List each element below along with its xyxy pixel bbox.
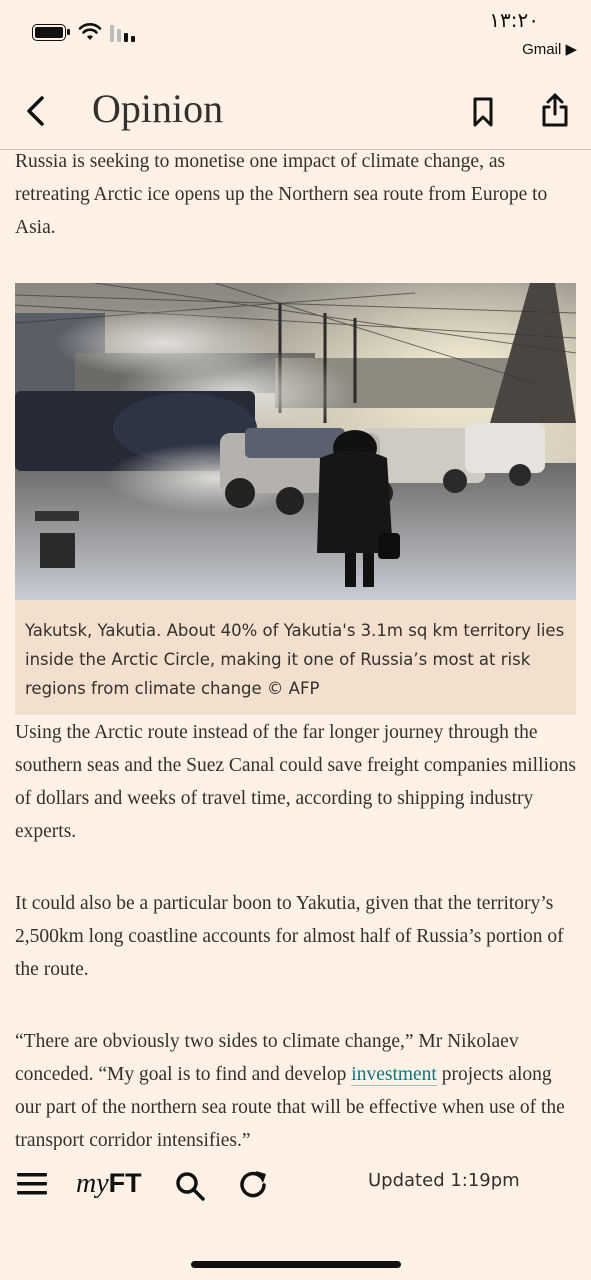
myft-ft-label: FT [108,1168,142,1198]
paragraph-text: projects along our part of the northern sea route that will be effective when use of the transport corridor intensifies.” [15,1064,565,1150]
search-icon [178,1174,203,1199]
share-icon [544,95,566,125]
bookmark-button[interactable] [470,96,496,128]
back-to-app-link[interactable]: Gmail ▶ [522,41,577,58]
wifi-icon [78,22,102,42]
investment-link[interactable]: investment [351,1064,437,1085]
article-paragraph [15,1025,580,1150]
myft-my-label: my [76,1168,109,1199]
menu-button[interactable] [17,1172,47,1196]
status-time: ١٣:٢٠ [489,8,539,32]
status-bar [0,0,591,70]
refresh-button[interactable] [236,1168,270,1202]
article-photo [15,283,576,600]
myft-button[interactable] [76,1168,142,1200]
search-button[interactable] [174,1170,206,1202]
chevron-left-icon [29,98,42,124]
article-body[interactable] [0,150,591,1150]
photo-caption [15,600,576,715]
paragraph-text: “There are obviously two sides to climate change,” Mr Nikolaev conceded. “My goal is to find and develop [15,1031,519,1085]
page-title: Opinion [92,86,224,131]
home-indicator[interactable] [191,1261,401,1268]
caption-text: Yakutsk, Yakutia. About 40% of Yakutia's 3.1m sq km territory lies inside the Arctic Circle, making it one of Russia’s most at risk regions from climate change © AFP [25,621,565,698]
updated-time: Updated 1:19pm [368,1170,520,1191]
back-button[interactable] [22,94,52,128]
share-button[interactable] [538,92,572,128]
article-paragraph: Russia is seeking to monetise one impact of climate change, as retreating Arctic ice opens up the Northern sea route from Europe to Asia. [15,151,548,238]
bookmark-icon [475,99,491,125]
article-paragraph: It could also be a particular boon to Yakutia, given that the territory’s 2,500km long coastline accounts for almost half of Russia’s portion of the route. [15,893,564,980]
battery-icon [32,24,66,41]
bottom-tab-bar [0,1150,591,1280]
nav-bar [0,70,591,150]
refresh-icon [242,1171,266,1196]
article-paragraph: Using the Arctic route instead of the far longer journey through the southern seas and the Suez Canal could save freight companies millions of dollars and weeks of travel time, according to shipping industry experts. [15,722,577,842]
cellular-signal-icon [110,24,138,42]
menu-icon [17,1173,47,1195]
